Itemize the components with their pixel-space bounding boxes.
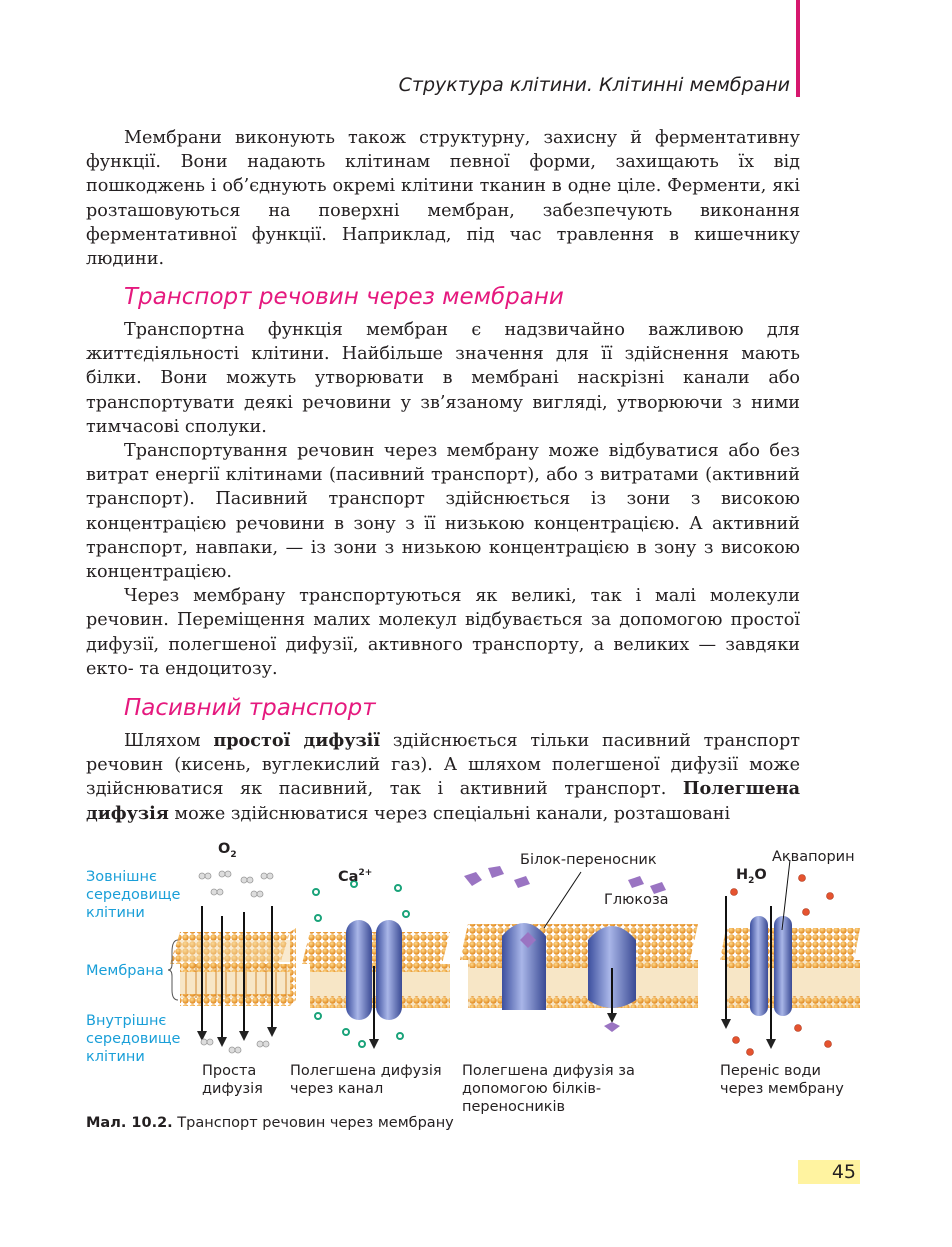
water-o: O — [754, 867, 767, 883]
text-run: може здійснюватися через спеціальні канали, розташовані — [168, 803, 731, 824]
calcium-symbol: Ca — [338, 868, 359, 885]
label-water — [736, 866, 767, 890]
running-title: Структура клітини. Клітинні мембрани — [398, 74, 790, 96]
caption-text: Транспорт речовин через мембрану — [172, 1115, 454, 1131]
water-h: H — [736, 867, 749, 883]
calcium-charge: 2+ — [358, 868, 373, 878]
section-heading-transport: Транспорт речовин через мембрани — [124, 284, 564, 310]
channel-membrane — [302, 881, 450, 1047]
panel-label-water: Переніс води через мембрану — [720, 1063, 844, 1097]
section-heading-passive: Пасивний транспорт — [124, 695, 376, 721]
label-membrane: Мембрана — [86, 963, 164, 979]
panel-label-carriers: Полегшена дифузія за допомогою білків-переносників — [462, 1063, 635, 1115]
text-run: здійснюється тільки пасивний транспорт речовин (кисень, вуглекислий газ). А шляхом полегшеної дифузії може здійснюватися як пасивний, так і активний транспорт. — [86, 731, 800, 800]
membrane-transport-figure — [84, 836, 864, 1115]
paragraph-text: Транспортування речовин через мембрану може відбуватися або без витрат енергії клітинами (пасивний транспорт), або з витратами (активний транспорт). Пасивний транспорт здійснюється із зони з високою концентрацією речовини в зону з її низькою концентрацією. А активний транспорт, навпаки, — із зони з низькою концентрацією в зону з високою концентрацією. — [86, 441, 800, 583]
paragraph-text: Мембрани виконують також структурну, захисну й ферментативну функції. Вони надають клітинам певної форми, захищають їх від пошкоджень і об’єднують окремі клітини тканин в одне ціле. Ферменти, які розташовуються на поверхні мембран, забезпечують виконання ферментативної функції. Наприклад, під час травлення в кишечнику людини. — [86, 128, 800, 270]
panel-label-simple-diffusion: Проста дифузія — [202, 1063, 263, 1097]
panel-label-channel: Полегшена дифузія через канал — [290, 1063, 442, 1097]
paragraph-text: Транспортна функція мембран є надзвичайно важливою для життєдіяльності клітини. Найбільше значення для її здійснення мають білки. Вони можуть утворювати в мембрані наскрізні канали або транспортувати деякі речовини у зв’язаному вигляді, утворюючи з ними тимчасові сполуки. — [86, 320, 800, 437]
paragraph-membrane-functions — [86, 126, 800, 271]
label-inner-environment: Внутрішнє середовище клітини — [86, 1013, 181, 1065]
label-oxygen — [218, 840, 237, 864]
header-accent-bar — [796, 0, 800, 97]
paragraph-text: Через мембрану транспортуються як великі, так і малі молекули речовин. Переміщення малих молекул відбувається за допомогою простої дифузії, полегшеної дифузії, активного транспорту, а великих — завдяки екто- та ендоцитозу. — [86, 586, 800, 679]
caption-label: Мал. 10.2. — [86, 1115, 173, 1131]
water-subscript: 2 — [748, 875, 755, 886]
label-outer-environment: Зовнішнє середовище клітини — [86, 869, 181, 921]
page-number: 45 — [798, 1160, 860, 1184]
label-glucose: Глюкоза — [604, 892, 669, 908]
paragraph-transport-function — [86, 318, 800, 681]
paragraph-passive-transport — [86, 729, 800, 826]
text-run: Шляхом — [124, 731, 214, 751]
label-calcium — [338, 864, 372, 886]
paragraph-text — [86, 729, 800, 826]
label-carrier-protein: Білок-переносник — [520, 852, 657, 868]
oxygen-subscript: 2 — [230, 849, 237, 860]
term-simple-diffusion: простої дифузії — [213, 730, 381, 751]
oxygen-symbol: O — [218, 841, 231, 857]
label-aquaporin: Аквапорин — [772, 849, 855, 865]
term-facilitated-diffusion: Полегшена дифузія — [86, 778, 800, 824]
figure-caption — [86, 1115, 454, 1131]
